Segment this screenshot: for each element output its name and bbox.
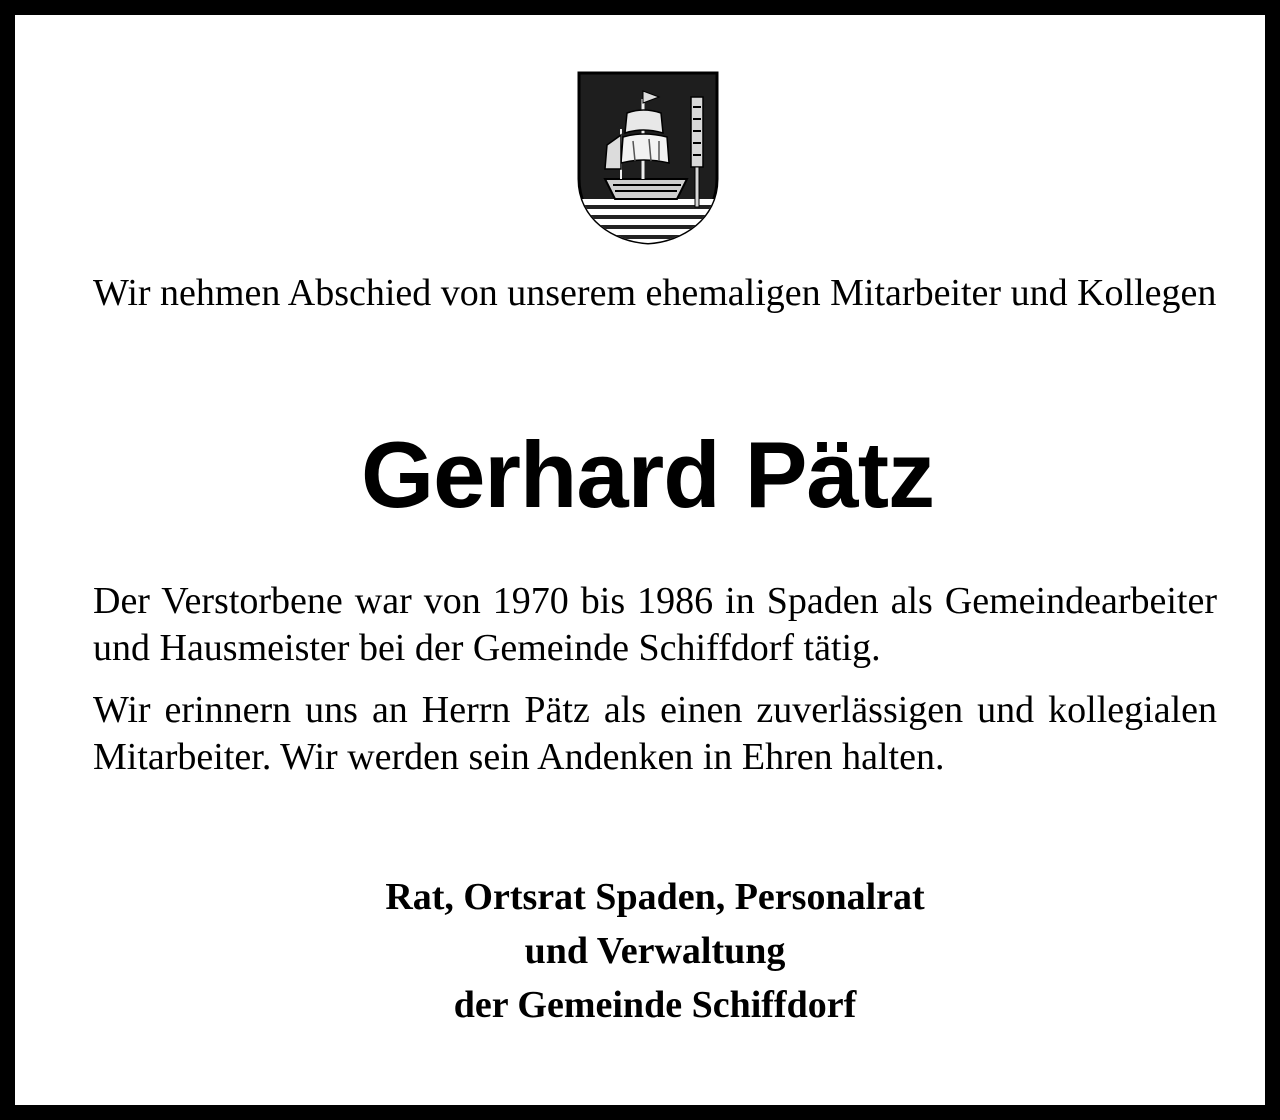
coat-of-arms-icon — [577, 71, 719, 245]
biography-paragraph: Der Verstorbene war von 1970 bis 1986 in Spaden als Gemeindearbeiter und Hausmeister bei der Gemeinde Schiffdorf tätig. — [93, 580, 1217, 669]
intro-text: Wir nehmen Abschied von unserem ehemaligen Mitarbeiter und Kollegen — [93, 272, 1217, 314]
signature-line-1: Rat, Ortsrat Spaden, Personalrat — [385, 876, 925, 918]
remembrance-paragraph: Wir erinnern uns an Herrn Pätz als einen zuverlässigen und kollegialen Mitarbeiter. Wir werden sein Andenken in Ehren halten. — [93, 689, 1217, 778]
signature-block — [30, 870, 1280, 1032]
deceased-name: Gerhard Pätz — [360, 422, 935, 527]
signature-line-2: und Verwaltung — [524, 930, 786, 972]
signature-line-3: der Gemeinde Schiffdorf — [453, 984, 857, 1026]
